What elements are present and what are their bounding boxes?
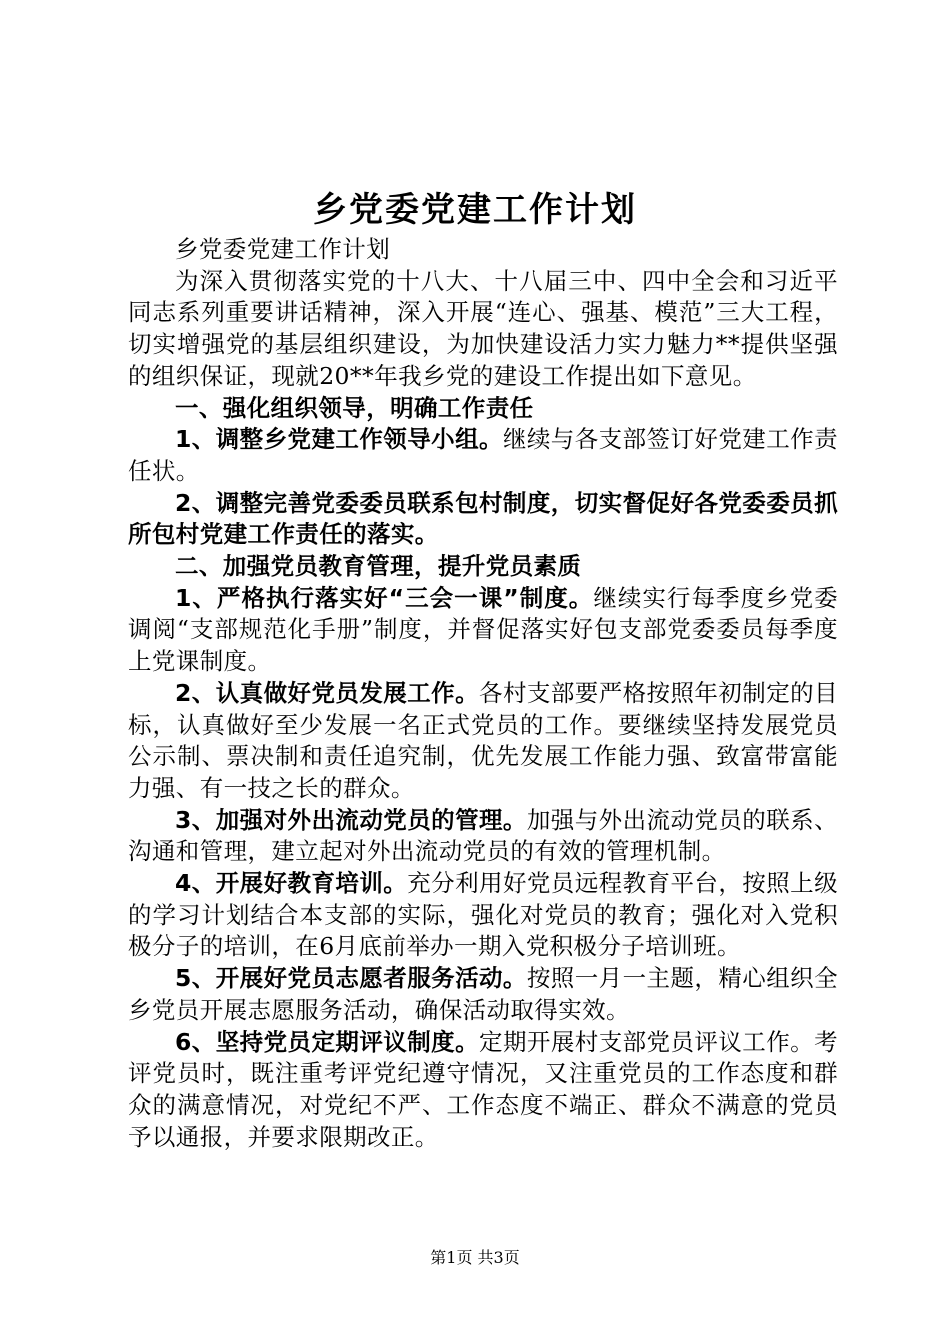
item-lead: 4、开展好教育培训。 <box>175 869 408 898</box>
page-footer: 第1页 共3页 <box>430 1248 520 1267</box>
section2-item-2 <box>128 678 838 805</box>
intro-paragraph: 为深入贯彻落实党的十八大、十八届三中、四中全会和习近平同志系列重要讲话精神，深入开展“连心、强基、模范”三大工程，切实增强党的基层组织建设，为加快建设活力实力魅力**提供坚强的组织保证，现就20**年我乡党的建设工作提出如下意见。 <box>128 266 838 390</box>
section1-item-2 <box>128 488 838 551</box>
section1-heading: 一、强化组织领导，明确工作责任 <box>175 393 534 422</box>
document-title: 乡党委党建工作计划 <box>313 190 637 230</box>
item-text: 继续与各支部签订好党建工作责任状。 <box>128 425 838 485</box>
item-text: 继续实行每季度乡党委调阅“支部规范化手册”制度，并督促落实好包支部党委委员每季度上党课制度。 <box>128 583 838 676</box>
item-lead: 1、调整乡党建工作领导小组。 <box>175 425 503 454</box>
section2-item-1 <box>128 583 838 678</box>
item-text: 充分利用好党员远程教育平台，按照上级的学习计划结合本支部的实际，强化对党员的教育；强化对入党积极分子的培训，在6月底前举办一期入党积极分子培训班。 <box>128 869 838 961</box>
item-lead: 2、认真做好党员发展工作。 <box>175 678 480 707</box>
section2-item-6 <box>128 1027 838 1154</box>
item-text: 按照一月一主题，精心组织全乡党员开展志愿服务活动，确保活动取得实效。 <box>128 964 838 1024</box>
section2-item-4 <box>128 868 838 963</box>
item-text: 加强与外出流动党员的联系、沟通和管理，建立起对外出流动党员的有效的管理机制。 <box>128 805 838 866</box>
document-body <box>128 234 838 1153</box>
section2-item-5 <box>128 963 838 1026</box>
item-lead: 3、加强对外出流动党员的管理。 <box>175 805 527 834</box>
item-text: 各村支部要严格按照年初制定的目标，认真做好至少发展一名正式党员的工作。要继续坚持发展党员公示制、票决制和责任追究制，优先发展工作能力强、致富带富能力强、有一技之长的群众。 <box>128 678 839 802</box>
item-lead: 6、坚持党员定期评议制度。 <box>175 1027 480 1056</box>
document-subtitle: 乡党委党建工作计划 <box>175 235 391 263</box>
item-lead: 1、严格执行落实好“三会一课”制度。 <box>175 583 594 612</box>
section1-item-1 <box>128 424 838 487</box>
item-lead: 5、开展好党员志愿者服务活动。 <box>175 964 527 993</box>
section2-heading: 二、加强党员教育管理，提升党员素质 <box>175 552 582 581</box>
section2-item-3 <box>128 805 838 868</box>
item-lead: 2、调整完善党委委员联系包村制度，切实督促好各党委委员抓所包村党建工作责任的落实。 <box>128 488 838 549</box>
item-text: 定期开展村支部党员评议工作。考评党员时，既注重考评党纪遵守情况，又注重党员的工作态度和群众的满意情况，对党纪不严、工作态度不端正、群众不满意的党员予以通报，并要求限期改正。 <box>128 1027 839 1151</box>
